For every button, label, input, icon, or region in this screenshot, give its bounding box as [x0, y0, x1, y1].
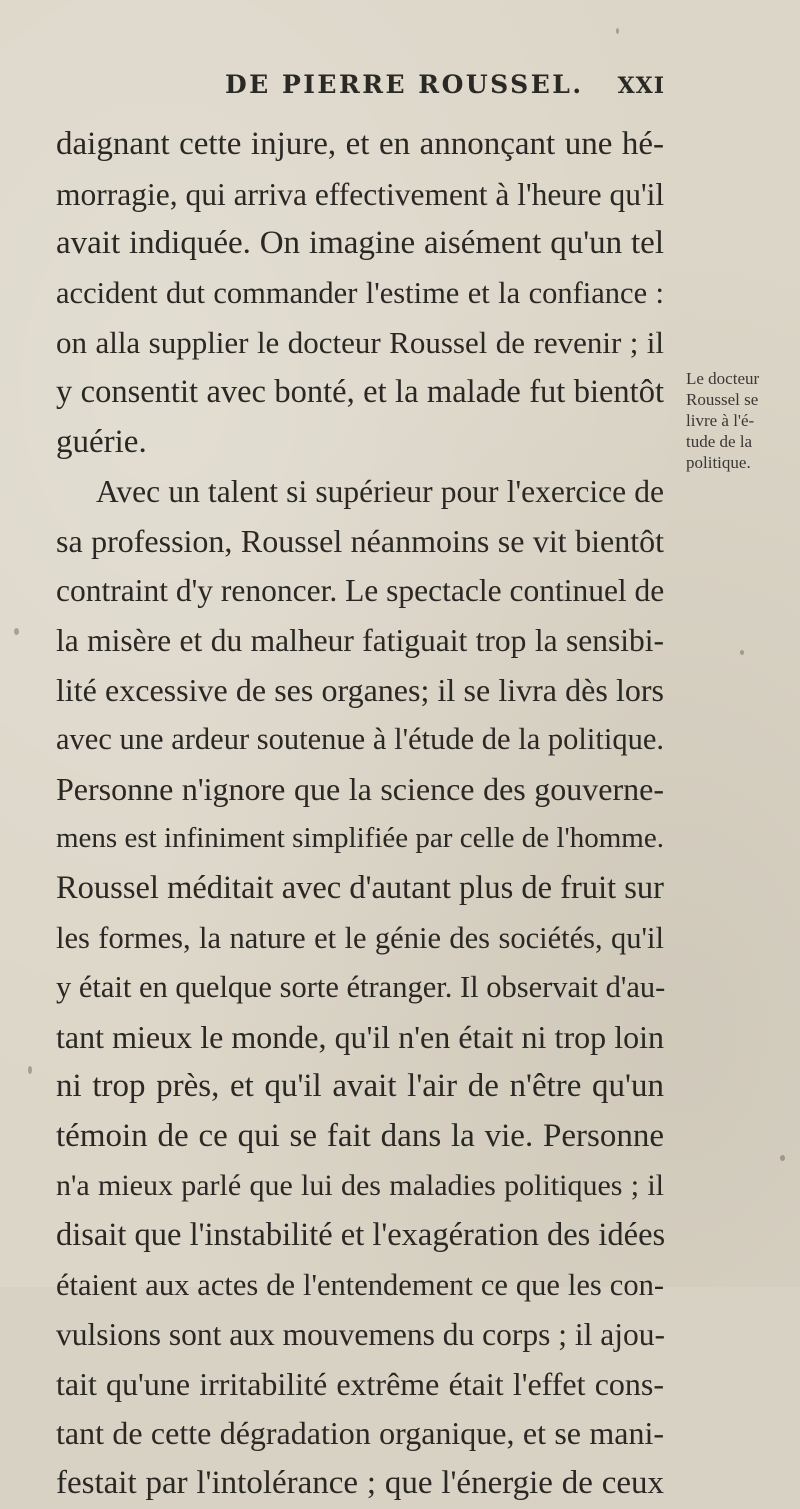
text-line: témoin de ce qui se fait dans la vie. Personne	[56, 1117, 664, 1154]
paper-speck	[616, 28, 619, 34]
text-line: vulsions sont aux mouvemens du corps ; il ajou-	[56, 1317, 665, 1353]
text-line: ni trop près, et qu'il avait l'air de n'être qu'un	[56, 1068, 664, 1105]
text-line: tant de cette dégradation organique, et se mani-	[56, 1415, 664, 1452]
paper-speck	[28, 1066, 32, 1074]
text-line: festait par l'intolérance ; que l'énergie de ceux	[56, 1465, 664, 1502]
margin-note-line: Roussel se	[686, 390, 759, 409]
text-line: avec une ardeur soutenue à l'étude de la politique.	[56, 722, 664, 757]
body-text	[56, 120, 664, 1509]
text-line: Avec un talent si supérieur pour l'exercice de	[96, 474, 664, 510]
running-title: DE PIERRE ROUSSEL.	[225, 70, 584, 99]
text-line: daignant cette injure, et en annonçant une hé-	[56, 126, 664, 162]
text-line: lité excessive de ses organes; il se livra dès lors	[56, 671, 664, 708]
text-line: contraint d'y renoncer. Le spectacle continuel de	[56, 573, 665, 609]
text-line: tant mieux le monde, qu'il n'en était ni trop loin	[56, 1018, 664, 1055]
paper-speck	[780, 1155, 785, 1161]
text-line: on alla supplier le docteur Roussel de revenir ; il	[56, 325, 664, 361]
text-line: y était en quelque sorte étranger. Il observait d'au-	[56, 970, 666, 1005]
text-line: les formes, la nature et le génie des sociétés, qu'il	[56, 920, 664, 955]
text-line: tait qu'une irritabilité extrême était l'effet cons-	[56, 1365, 664, 1402]
running-head	[225, 70, 665, 104]
text-line: Personne n'ignore que la science des gouverne-	[56, 770, 664, 807]
text-line: Roussel méditait avec d'autant plus de fruit sur	[56, 869, 664, 906]
margin-note-line: politique.	[686, 453, 751, 472]
text-line: accident dut commander l'estime et la confiance :	[56, 275, 664, 310]
margin-note-line: Le docteur	[686, 369, 760, 388]
text-line: n'a mieux parlé que lui des maladies politiques ; il	[56, 1169, 664, 1203]
text-line: sa profession, Roussel néanmoins se vit bientôt	[56, 522, 664, 559]
text-line: disait que l'instabilité et l'exagération des idées	[56, 1217, 666, 1254]
text-line: mens est infiniment simplifiée par celle de l'homme.	[56, 822, 664, 855]
text-line: morragie, qui arriva effectivement à l'heure qu'il	[56, 176, 665, 212]
text-line: avait indiquée. On imagine aisément qu'un tel	[56, 225, 664, 262]
text-line: y consentit avec bonté, et la malade fut bientôt	[56, 373, 664, 410]
paper-speck	[14, 628, 19, 635]
text-line: étaient aux actes de l'entendement ce que les con-	[56, 1267, 664, 1302]
margin-note-line: livre à l'é-	[686, 411, 755, 430]
page-number: XXI	[617, 73, 665, 99]
paper-speck	[740, 650, 744, 655]
text-line: la misère et du malheur fatiguait trop la sensibi-	[56, 622, 664, 658]
text-line: guérie.	[56, 423, 147, 460]
margin-note-line: tude de la	[686, 432, 753, 451]
margin-note	[686, 368, 790, 473]
